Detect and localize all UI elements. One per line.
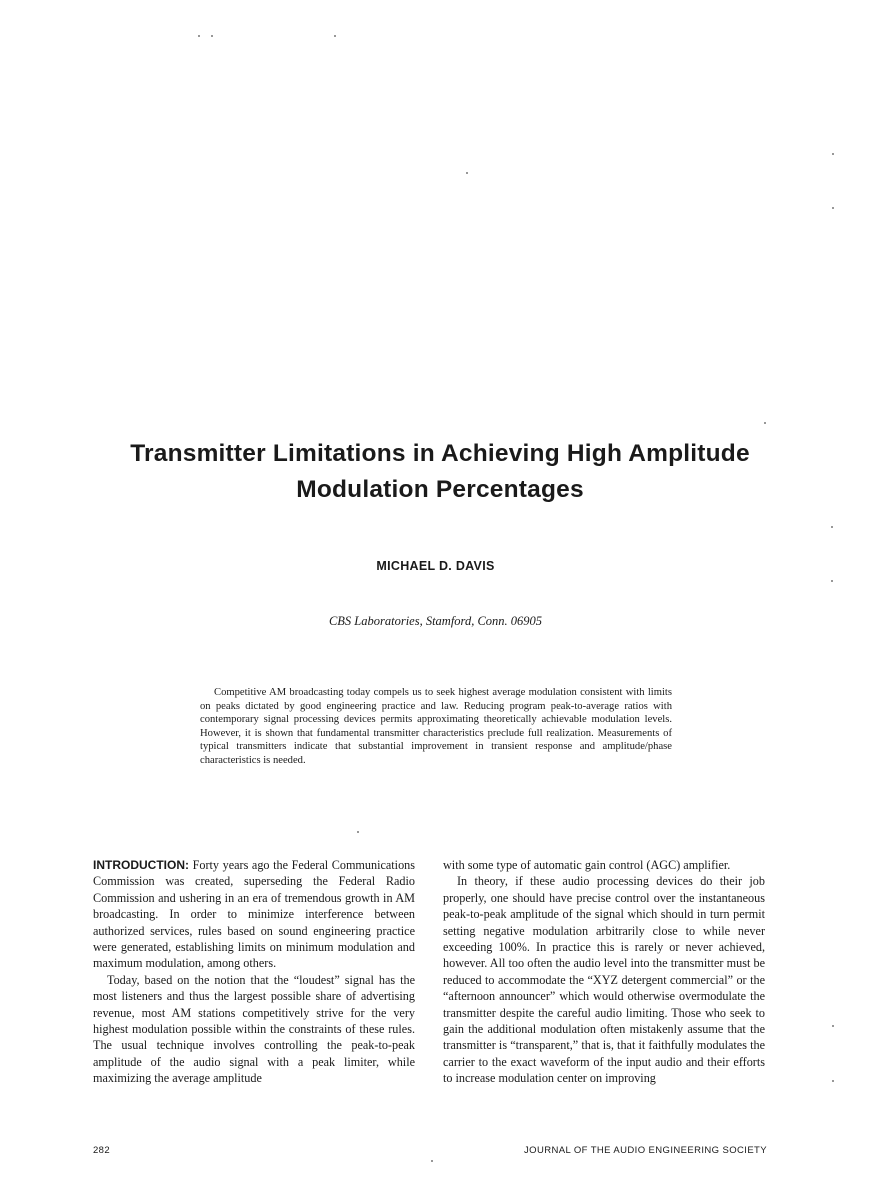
author-affiliation: CBS Laboratories, Stamford, Conn. 06905 bbox=[328, 614, 543, 628]
body-paragraph: In theory, if these audio processing devices do their job properly, one should have precise control over the instantaneous peak-to-peak amplitude of the signal which should in turn permit setting negative modulation arbitrarily close to while never exceeding 100%. In practice this is rarely or never achieved, however. All too often the audio level into the transmitter must be reduced to accommodate the “XYZ detergent commercial” or the “afternoon announcer” which would otherwise overmodulate the transmitter despite the careful audio limiting. Those who seek to gain the additional modulation often mistakenly assume that the transmitter is “transparent,” that is, that it faithfully modulates the carrier to the exact waveform of the input audio and their efforts to increase modulation center on improving bbox=[443, 874, 765, 1086]
scan-speck bbox=[466, 172, 468, 174]
body-column-right bbox=[443, 857, 765, 1087]
intro-paragraph bbox=[93, 857, 415, 972]
scan-speck bbox=[832, 153, 834, 155]
body-paragraph: with some type of automatic gain control (AGC) amplifier. bbox=[443, 858, 731, 872]
scan-speck bbox=[831, 526, 833, 528]
body-column-left bbox=[93, 857, 415, 1087]
scan-speck bbox=[764, 422, 766, 424]
page-number: 282 bbox=[93, 1145, 111, 1156]
scan-speck bbox=[334, 35, 336, 37]
scan-speck bbox=[198, 35, 200, 37]
article-title bbox=[60, 436, 820, 508]
scan-speck bbox=[832, 1080, 834, 1082]
intro-text: Forty years ago the Federal Communications Commission was created, superseding the Federal Radio Commission and ushering in an era of tremendous growth in AM broadcasting. In order to minimize interference between authorized services, rules based on sound engineering practice were generated, establishing limits on minimum modulation and maximum modulation, among others. bbox=[93, 858, 415, 971]
scan-speck bbox=[832, 207, 834, 209]
scan-speck bbox=[431, 1160, 433, 1162]
abstract: Competitive AM broadcasting today compels us to seek highest average modulation consistent with limits on peaks dictated by good engineering practice and law. Reducing program peak-to-average ratios with contemporary signal processing devices permits approximating theoretically achievable modulation levels. However, it is shown that fundamental transmitter characteristics preclude full realization. Measurements of typical transmitters indicate that substantial improvement in transient response and amplitude/phase characteristics is needed. bbox=[200, 687, 672, 766]
scan-speck bbox=[211, 35, 213, 37]
body-paragraph: Today, based on the notion that the “loudest” signal has the most listeners and thus the largest possible share of advertising revenue, most AM stations competitively strive for the very highest modulation possible within the constraints of these rules. The usual technique involves controlling the peak-to-peak amplitude of the audio signal with a peak limiter, while maximizing the average amplitude bbox=[93, 972, 415, 1086]
scan-speck bbox=[832, 1025, 834, 1027]
journal-name: JOURNAL OF THE AUDIO ENGINEERING SOCIETY bbox=[524, 1145, 767, 1156]
title-line-2: Modulation Percentages bbox=[296, 476, 584, 503]
title-line-1: Transmitter Limitations in Achieving High Amplitude bbox=[130, 440, 750, 467]
author-name: MICHAEL D. DAVIS bbox=[376, 559, 495, 573]
intro-heading: INTRODUCTION: bbox=[93, 858, 189, 872]
scan-speck bbox=[357, 831, 359, 833]
scan-speck bbox=[831, 580, 833, 582]
